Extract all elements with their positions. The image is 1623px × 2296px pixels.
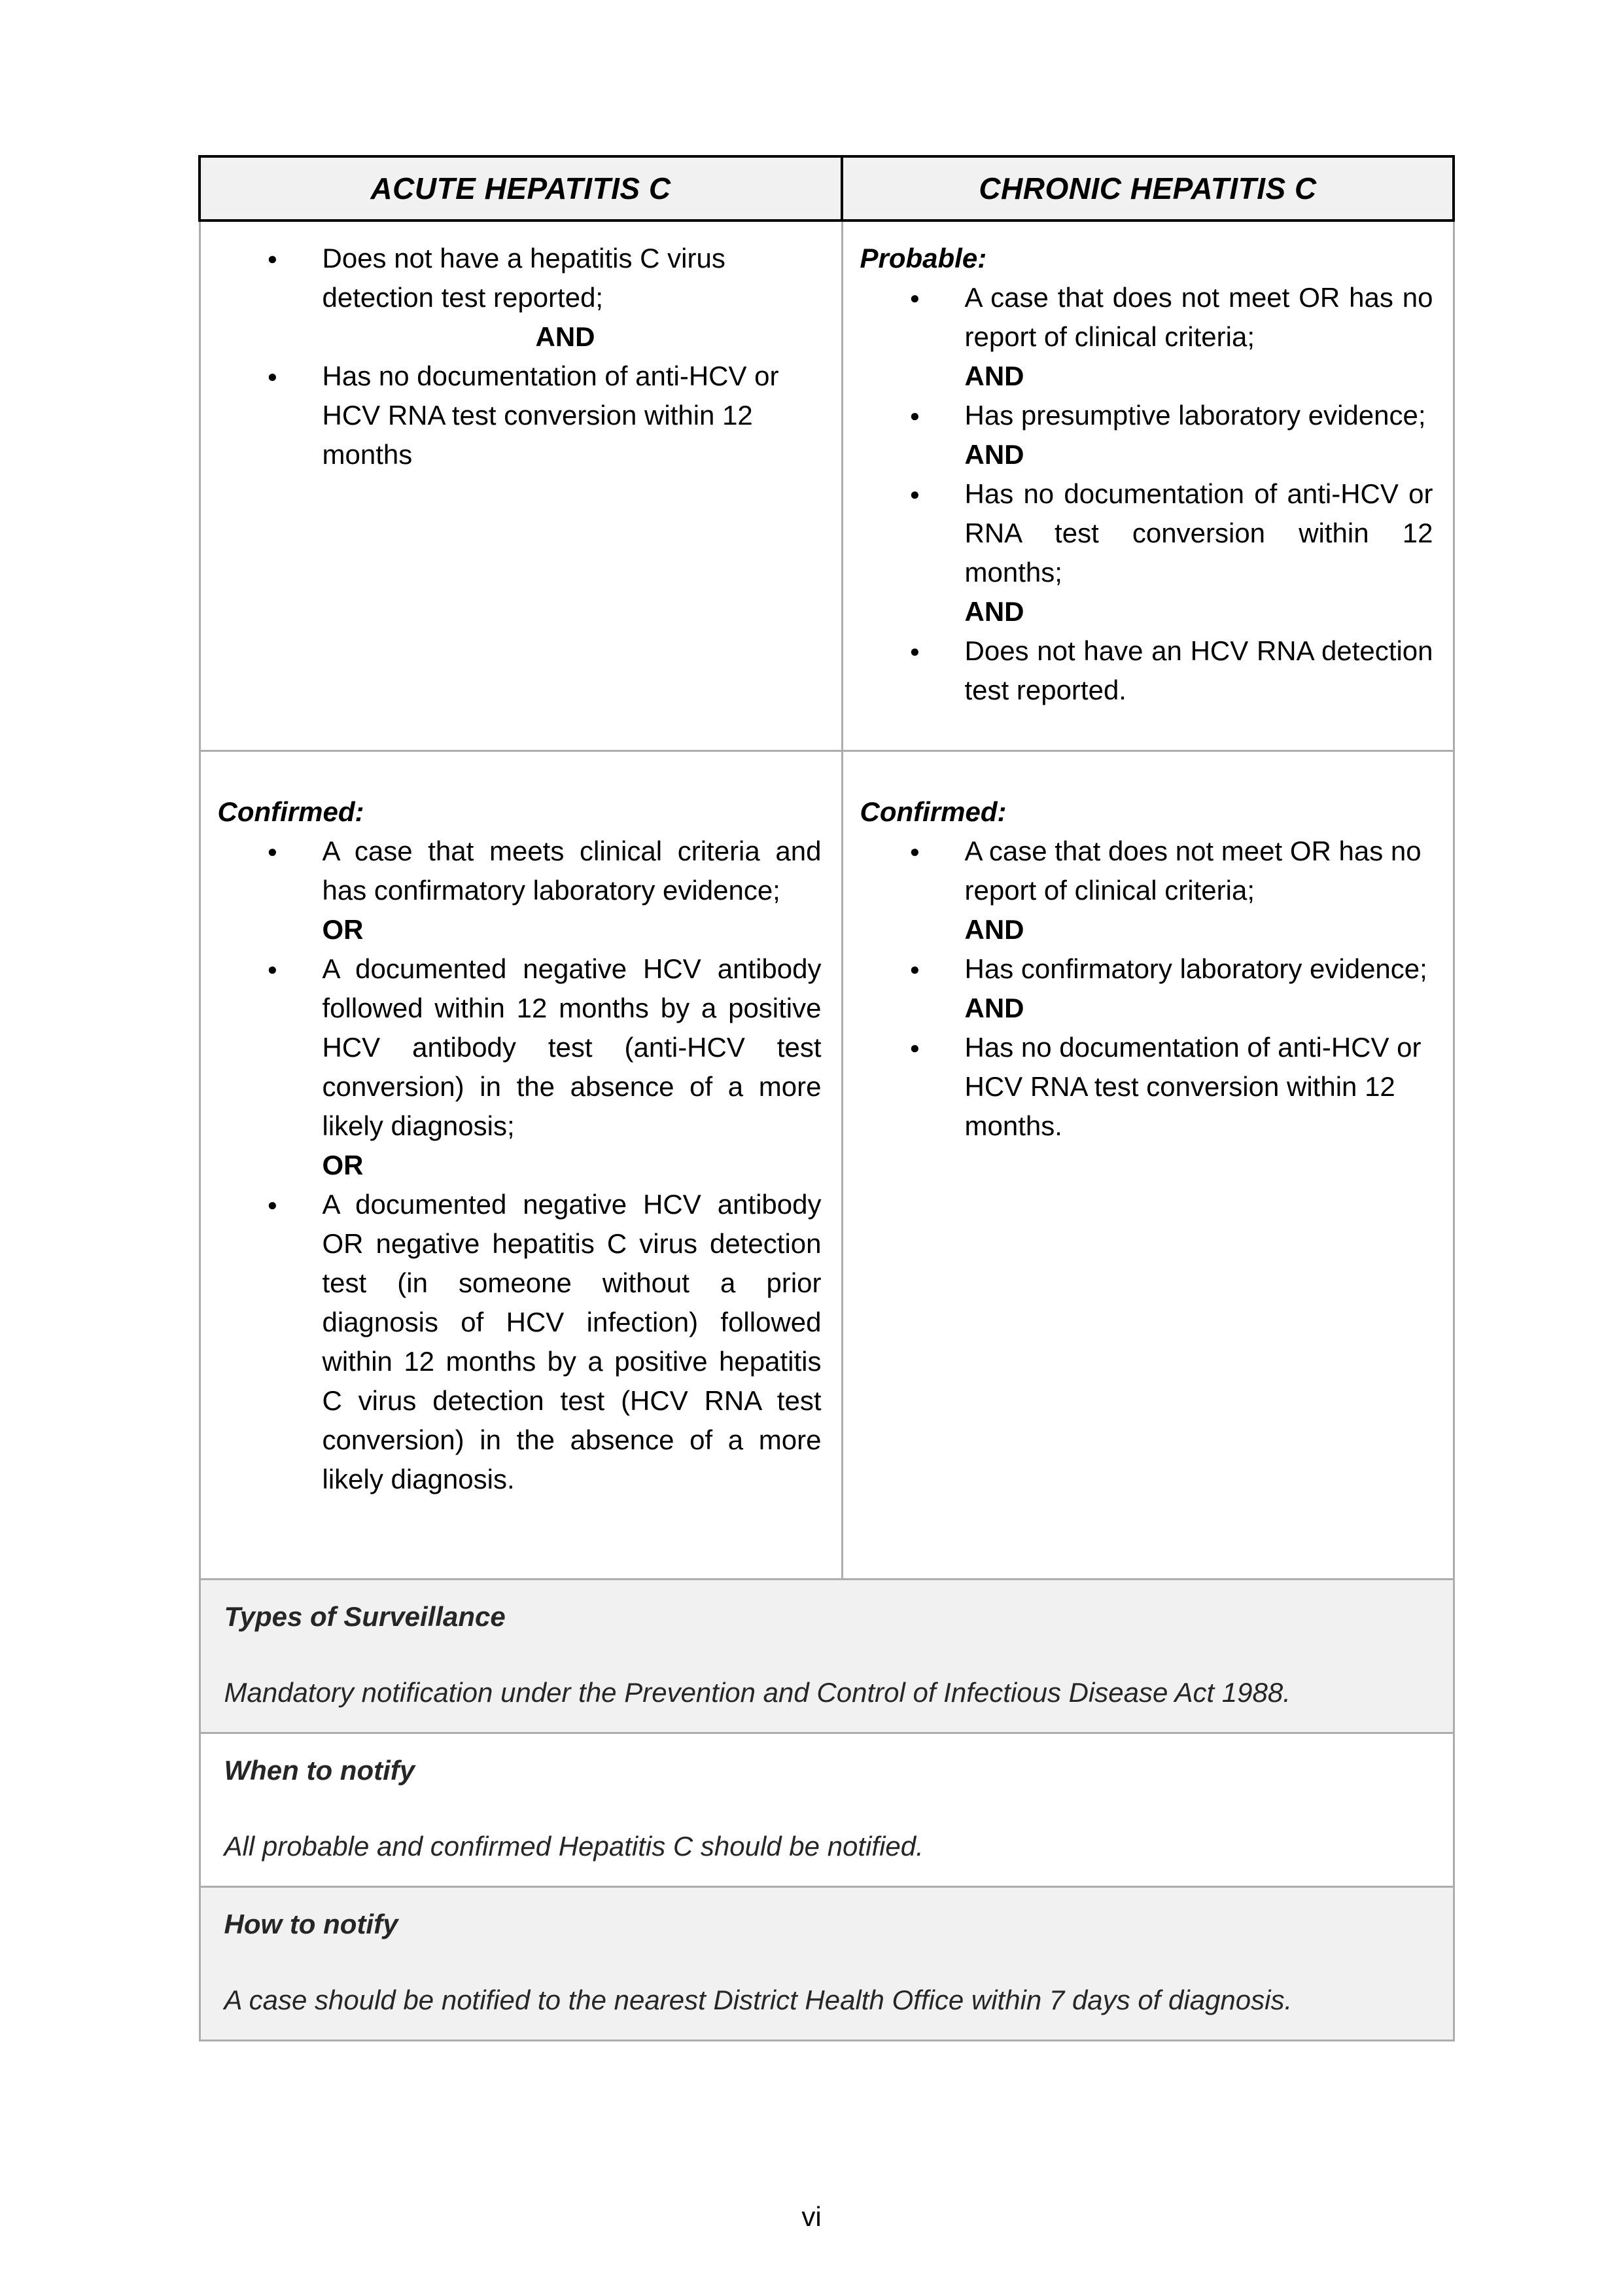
bullet-icon: ● [909,841,920,861]
bullet-icon: ● [267,249,278,268]
connector-and: AND [964,913,1024,945]
connector-or: OR [322,913,364,945]
connector-or: OR [322,1149,364,1180]
list-item [860,949,1433,989]
list-item-text: A case that meets clinical criteria and has confirmatory laboratory evidence; [322,835,822,906]
table-row [200,1886,1454,2040]
list-item-text: A case that does not meet OR has no report of clinical criteria; [964,835,1422,906]
how-to-notify-body: A case should be notified to the nearest District Health Office within 7 days of diagnosis. [224,1984,1293,2015]
chronic-probable-cell [842,221,1454,751]
types-of-surveillance-body: Mandatory notification under the Prevention and Control of Infectious Disease Act 1988. [224,1676,1291,1708]
connector-and: AND [964,439,1024,470]
list-item-text: A case that does not meet OR has no report of clinical criteria; [964,282,1433,352]
list-item-text: Does not have an HCV RNA detection test reported. [964,635,1433,705]
how-to-notify-cell [200,1886,1454,2040]
list-item-text: A documented negative HCV antibody followed within 12 months by a positive HCV antibody test (anti-HCV test conversion) in the absence of a more likely diagnosis; [322,953,822,1141]
bullet-icon: ● [909,959,920,979]
table-row [200,1733,1454,1886]
list-item-text: Has presumptive laboratory evidence; [964,400,1426,431]
bullet-icon: ● [909,484,920,504]
column-header-acute-hepatitis-c: ACUTE HEPATITIS C [200,156,842,221]
when-to-notify-heading: When to notify [224,1754,415,1786]
column-header-chronic-hepatitis-c: CHRONIC HEPATITIS C [842,156,1454,221]
types-of-surveillance-heading: Types of Surveillance [224,1600,506,1632]
table-row [200,751,1454,1579]
when-to-notify-cell [200,1733,1454,1886]
connector-and: AND [535,321,595,352]
bullet-icon: ● [909,288,920,308]
list-item-text: Has confirmatory laboratory evidence; [964,953,1427,984]
confirmed-heading: Confirmed: [860,796,1007,827]
when-to-notify-body: All probable and confirmed Hepatitis C should be notified. [224,1830,924,1862]
connector-and: AND [964,992,1024,1023]
table-header-row [200,156,1454,221]
acute-criteria-cell [200,221,842,751]
list-item-text: Does not have a hepatitis C virus detection test reported; [322,243,725,313]
hepatitis-c-case-definition-table [198,155,1455,2041]
types-of-surveillance-cell [200,1579,1454,1733]
list-item-text: A documented negative HCV antibody OR negative hepatitis C virus detection test (in someone without a prior diagnosis of HCV infection) followed within 12 months by a positive hepatitis C virus detection test (HCV RNA test conversion) in the absence of a more likely diagnosis. [322,1188,822,1494]
list-item [218,239,822,317]
acute-confirmed-cell [200,751,842,1579]
list-item [860,474,1433,592]
table-row [200,1579,1454,1733]
bullet-icon: ● [267,1194,278,1214]
table-row [200,221,1454,751]
list-item-text: Has no documentation of anti-HCV or HCV RNA test conversion within 12 months [322,361,779,470]
connector-and: AND [964,596,1024,627]
list-item [218,357,822,474]
list-item [860,396,1433,435]
list-item [218,1185,822,1499]
list-item [860,832,1433,910]
probable-heading: Probable: [860,243,987,274]
bullet-icon: ● [909,1037,920,1057]
bullet-icon: ● [267,366,278,386]
list-item [860,631,1433,710]
list-item [218,832,822,910]
chronic-confirmed-cell [842,751,1454,1579]
bullet-icon: ● [909,641,920,661]
page-number: vi [801,2201,822,2232]
how-to-notify-heading: How to notify [224,1908,398,1939]
list-item-text: Has no documentation of anti-HCV or HCV RNA test conversion within 12 months. [964,1031,1422,1141]
list-item [218,949,822,1146]
bullet-icon: ● [267,841,278,861]
list-item [860,1028,1433,1146]
list-item-text: Has no documentation of anti-HCV or RNA test conversion within 12 months; [964,478,1433,588]
confirmed-heading: Confirmed: [217,796,364,827]
connector-and: AND [964,361,1024,391]
list-item [860,278,1433,357]
bullet-icon: ● [267,959,278,979]
bullet-icon: ● [909,406,920,425]
